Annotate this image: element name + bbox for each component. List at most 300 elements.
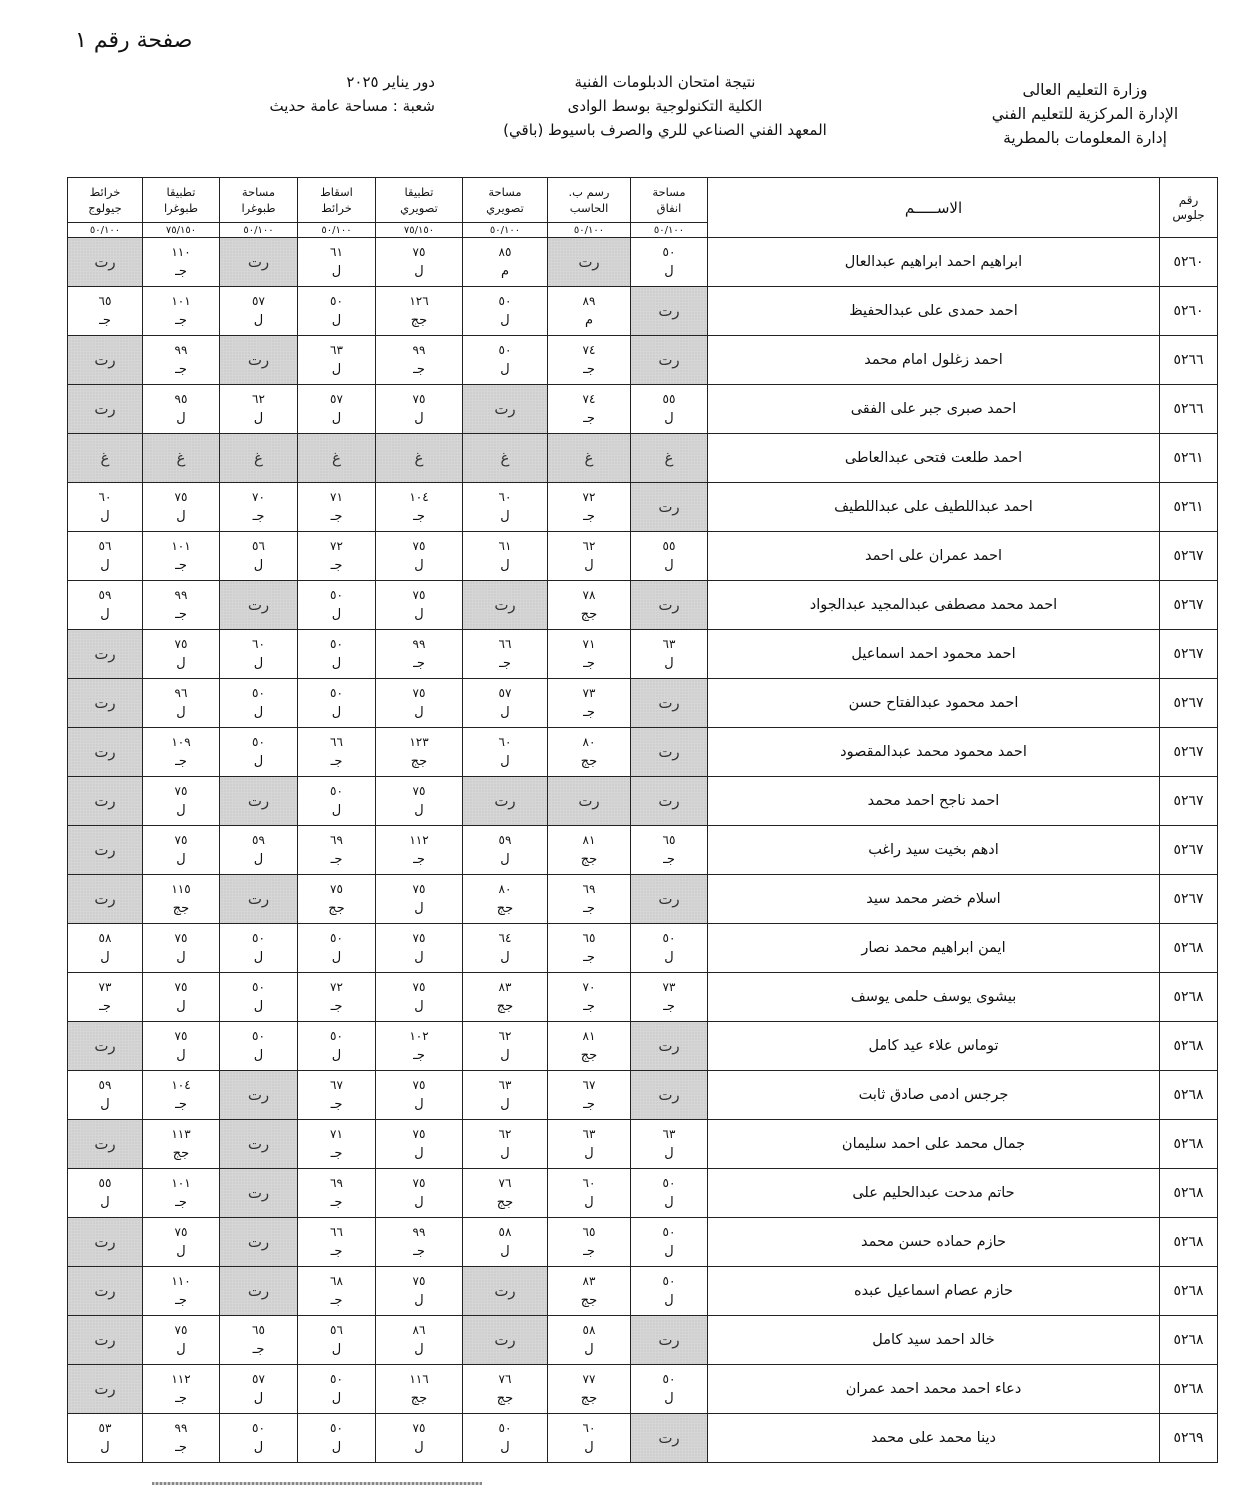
seat-number: ٥٢٦٧ [1160,777,1218,826]
grade-cell [548,1120,631,1169]
grade-cell [143,973,220,1022]
student-row [68,1022,1218,1071]
seat-number: ٥٢٦٨ [1160,1218,1218,1267]
student-name: ابراهيم احمد ابراهيم عبدالعال [708,238,1160,287]
subject-max-score: ٥٠/١٠٠ [463,223,548,238]
grade-cell [376,385,463,434]
grade-score: ١٠٤ [409,490,429,504]
grade-cell [631,630,708,679]
grade-cell [463,1071,548,1120]
subject-header [143,178,220,223]
grade-letter: ل [253,999,264,1014]
subject-name-line: اسقاط [320,185,353,199]
grade-letter: جـ [175,754,187,769]
grade-letter: جـ [99,313,111,328]
grade-letter: ل [331,1391,342,1406]
exam-title: نتيجة امتحان الدبلومات الفنية [574,73,756,91]
grade-score: ٦٥ [252,1323,265,1337]
grade-cell [376,1022,463,1071]
student-name: توماس علاء عيد كامل [708,1022,1160,1071]
exam-session-info [215,70,435,118]
grade-letter: ل [176,803,186,818]
grade-score: ٩٩ [412,1225,426,1239]
grade-cell [143,385,220,434]
grade-letter: جج [580,852,598,867]
subject-header [376,178,463,223]
grade-status-cell: رت [548,777,631,826]
grade-letter: جج [328,901,345,916]
grade-cell [376,875,463,924]
grade-score: ٦٠ [582,1176,596,1190]
grade-score: ٧٦ [498,1176,512,1190]
grade-score: ٥٠ [330,1029,343,1043]
grade-letter: ل [176,509,186,524]
grade-score: ٥٠ [662,1274,676,1288]
grade-letter: جـ [330,558,343,573]
grade-status-cell: رت [68,336,143,385]
grade-letter: ل [500,1440,510,1455]
grade-cell [463,875,548,924]
grade-letter: ل [414,411,424,426]
student-row [68,1365,1218,1414]
grade-letter: ل [414,558,424,573]
grade-letter: ل [414,607,424,622]
grade-score: ٧٣ [582,686,596,700]
grade-cell [463,728,548,777]
grade-cell [143,728,220,777]
grade-score: ١٠٢ [409,1029,429,1043]
grade-cell [68,924,143,973]
grade-score: ٧١ [330,490,343,504]
grade-letter: ل [584,1440,594,1455]
grade-letter: ل [331,705,342,720]
grade-cell [376,1071,463,1120]
grade-cell [548,1071,631,1120]
seat-number: ٥٢٦٦ [1160,336,1218,385]
grade-letter: جـ [413,1244,425,1259]
grade-score: ٧٥ [174,637,188,651]
grade-cell [298,875,376,924]
grade-score: ٦٩ [330,833,343,847]
student-row [68,238,1218,287]
grade-cell [298,728,376,777]
student-name: احمد عبداللطيف على عبداللطيف [708,483,1160,532]
grade-status-cell: رت [631,336,708,385]
grade-cell [143,581,220,630]
subject-max-score: ٥٠/١٠٠ [68,223,143,238]
grade-score: ١٠١ [171,539,191,553]
grade-status-cell: غ [548,434,631,483]
grade-letter: جـ [330,509,343,524]
grade-letter: جـ [413,509,425,524]
grade-letter: جـ [175,1440,187,1455]
grade-letter: ل [584,1195,594,1210]
grade-cell [463,238,548,287]
grade-score: ٧١ [330,1127,343,1141]
student-row [68,777,1218,826]
grade-cell [143,679,220,728]
grade-cell [548,1022,631,1071]
grade-cell [548,875,631,924]
grade-cell [298,630,376,679]
grade-score: ٦٩ [582,882,596,896]
grade-score: ٨٣ [582,1274,596,1288]
grade-letter: ل [664,1195,674,1210]
grade-score: ٧٥ [412,980,426,994]
grade-cell [68,581,143,630]
grade-status-cell: رت [463,581,548,630]
grade-score: ٦٩ [330,1176,343,1190]
student-name: احمد محمود عبدالفتاح حسن [708,679,1160,728]
grade-cell [143,1365,220,1414]
grade-letter: جج [580,1391,598,1406]
grade-score: ٥٠ [330,1372,343,1386]
student-row [68,1267,1218,1316]
grade-letter: ل [500,313,510,328]
college-name: الكلية التكنولوجية بوسط الوادى [567,97,763,115]
grade-letter: ل [331,656,342,671]
student-name: جمال محمد على احمد سليمان [708,1120,1160,1169]
grade-cell [220,1316,298,1365]
results-table [67,177,1218,1463]
grade-letter: ل [331,1440,342,1455]
grade-score: ٦٤ [498,931,512,945]
grade-letter: جـ [175,313,187,328]
grade-score: ٧٥ [412,931,426,945]
grade-cell [376,777,463,826]
grade-cell [68,1169,143,1218]
grade-letter: ل [100,1440,110,1455]
grade-score: ٦٠ [252,637,265,651]
student-name: دينا محمد على محمد [708,1414,1160,1463]
grade-cell [376,532,463,581]
grade-score: ١١٢ [409,833,429,847]
grade-cell [298,483,376,532]
grade-status-cell: رت [631,679,708,728]
grade-letter: ل [176,411,186,426]
grade-letter: ل [414,1440,424,1455]
grade-letter: ل [176,705,186,720]
grade-status-cell: رت [463,777,548,826]
grade-letter: ل [176,1048,186,1063]
grade-letter: ل [500,950,510,965]
grade-cell [298,581,376,630]
grade-letter: جـ [330,1244,343,1259]
grade-cell [298,826,376,875]
student-name: احمد محمود احمد اسماعيل [708,630,1160,679]
grade-cell [631,1218,708,1267]
institute-name: المعهد الفني الصناعي للري والصرف باسيوط (باقي) [503,121,827,139]
grade-letter: ل [500,1097,510,1112]
grade-cell [220,532,298,581]
grade-cell [548,826,631,875]
grade-score: ٥٩ [98,588,112,602]
grade-score: ١٢٦ [409,294,429,308]
grade-letter: جـ [583,901,595,916]
grade-status-cell: رت [631,483,708,532]
grade-letter: ل [253,313,264,328]
grade-status-cell: رت [463,1267,548,1316]
grade-score: ١٠٩ [171,735,191,749]
grade-letter: ل [664,1391,674,1406]
grade-status-cell: رت [68,1022,143,1071]
grade-cell [298,1071,376,1120]
grade-letter: جج [580,1293,598,1308]
grade-cell [463,532,548,581]
grade-cell [220,483,298,532]
seat-header-line: رقم [1178,192,1199,207]
grade-letter: ل [500,705,510,720]
grade-score: ٥٠ [252,1421,265,1435]
grade-score: ٧٥ [412,1274,426,1288]
grade-score: ٦٣ [330,343,343,357]
grade-cell [143,483,220,532]
grade-score: ٥٠ [662,1225,676,1239]
grade-cell [376,630,463,679]
seat-number: ٥٢٦٨ [1160,1022,1218,1071]
grade-letter: ل [253,754,264,769]
grade-letter: جـ [413,1048,425,1063]
student-name: احمد زغلول امام محمد [708,336,1160,385]
grade-score: ٧٦ [498,1372,512,1386]
grade-cell [376,1218,463,1267]
grade-letter: جج [410,754,428,769]
grade-score: ٩٩ [412,637,426,651]
grade-score: ٧٥ [330,882,343,896]
student-row [68,1316,1218,1365]
seat-number: ٥٢٦٨ [1160,1120,1218,1169]
grade-score: ٥٧ [330,392,343,406]
subject-header [463,178,548,223]
grade-score: ٥٠ [330,294,343,308]
grade-status-cell: رت [631,1414,708,1463]
grade-score: ٧٥ [174,931,188,945]
grade-cell [463,1022,548,1071]
grade-cell [376,924,463,973]
grade-cell [68,287,143,336]
grade-score: ١١٦ [409,1372,429,1386]
grade-letter: جـ [175,362,187,377]
grade-cell [220,1022,298,1071]
grade-score: ١١٥ [171,882,191,896]
seat-number: ٥٢٦٧ [1160,728,1218,777]
grade-score: ٧٢ [330,539,343,553]
grade-status-cell: رت [68,826,143,875]
grade-letter: ل [414,264,424,279]
grade-cell [376,1365,463,1414]
grade-score: ٦٥ [662,833,676,847]
grade-score: ٥٥ [662,539,676,553]
grade-score: ٥٨ [98,931,112,945]
grade-status-cell: رت [631,728,708,777]
seat-number: ٥٢٦٨ [1160,1169,1218,1218]
grade-score: ٥٦ [252,539,265,553]
grade-letter: جـ [175,1391,187,1406]
grade-cell [463,630,548,679]
grade-letter: ل [414,705,424,720]
grade-letter: ل [414,803,424,818]
grade-letter: جج [172,1146,190,1161]
grade-cell [548,1365,631,1414]
grade-letter: م [584,313,594,328]
grade-score: ٧١ [582,637,596,651]
grade-letter: جـ [175,1097,187,1112]
grade-status-cell: رت [463,1316,548,1365]
student-row [68,728,1218,777]
grade-score: ٥٠ [252,980,265,994]
grade-score: ٧٣ [98,980,112,994]
grade-letter: جـ [583,705,595,720]
subject-name-line: تصويري [486,201,524,215]
subject-name-line: طبوغرا [241,201,276,215]
grade-status-cell: رت [220,1120,298,1169]
grade-cell [220,385,298,434]
grade-cell [376,1267,463,1316]
grade-letter: ل [414,1342,424,1357]
grade-letter: ل [331,411,342,426]
grade-score: ٧٥ [412,392,426,406]
grade-letter: ل [414,901,424,916]
grade-letter: ل [253,411,264,426]
grade-score: ٩٩ [412,343,426,357]
student-name: احمد ناجح احمد محمد [708,777,1160,826]
grade-cell [463,973,548,1022]
grade-letter: ل [414,950,424,965]
grade-cell [548,728,631,777]
grade-cell [376,973,463,1022]
grade-score: ٦٥ [582,1225,596,1239]
student-name: احمد محمد مصطفى عبدالمجيد عبدالجواد [708,581,1160,630]
grade-score: ١١٠ [171,245,191,259]
grade-score: ٥٧ [252,1372,265,1386]
subject-max-score: ٥٠/١٠٠ [631,223,708,238]
grade-score: ٦٥ [582,931,596,945]
grade-letter: جـ [413,656,425,671]
student-row [68,924,1218,973]
grade-letter: جـ [330,1146,343,1161]
grade-cell [463,1169,548,1218]
grade-cell [298,1414,376,1463]
grade-letter: ل [331,803,342,818]
student-row [68,434,1218,483]
grade-letter: ل [500,1048,510,1063]
grade-cell [548,1169,631,1218]
grade-status-cell: رت [631,1316,708,1365]
subject-header [631,178,708,223]
grade-cell [298,924,376,973]
seat-number: ٥٢٦٠ [1160,238,1218,287]
grade-score: ٥٠ [662,1176,676,1190]
grade-score: ١١٢ [171,1372,191,1386]
grade-cell [548,679,631,728]
student-row [68,385,1218,434]
seat-number: ٥٢٦١ [1160,434,1218,483]
grade-score: ٥٠ [498,1421,512,1435]
student-name: دعاء احمد محمد احمد عمران [708,1365,1160,1414]
grade-cell [298,973,376,1022]
grade-status-cell: رت [68,238,143,287]
grade-cell [298,287,376,336]
grade-cell [631,826,708,875]
grade-cell [220,287,298,336]
grade-letter: ل [253,852,264,867]
grade-cell [298,777,376,826]
grade-status-cell: غ [376,434,463,483]
grade-cell [143,1022,220,1071]
grade-cell [143,630,220,679]
grade-letter: ل [584,1146,594,1161]
grade-cell [143,1218,220,1267]
grade-status-cell: غ [298,434,376,483]
grade-cell [68,483,143,532]
grade-letter: ل [253,1440,264,1455]
grade-status-cell: رت [68,875,143,924]
grade-score: ٨٩ [582,294,596,308]
grade-score: ٦١ [498,539,512,553]
grade-status-cell: رت [220,1218,298,1267]
grade-letter: ل [331,1048,342,1063]
grade-cell [376,1169,463,1218]
seat-number: ٥٢٦٩ [1160,1414,1218,1463]
grade-status-cell: رت [68,1316,143,1365]
grade-score: ٨٣ [498,980,512,994]
grade-cell [298,1120,376,1169]
grade-letter: ل [414,1195,424,1210]
grade-cell [68,973,143,1022]
grade-score: ٧٥ [412,588,426,602]
grade-letter: ل [500,852,510,867]
seat-number: ٥٢٦٨ [1160,973,1218,1022]
grade-letter: ل [331,607,342,622]
student-name: ادهم بخيت سيد راغب [708,826,1160,875]
grade-status-cell: رت [68,630,143,679]
grade-cell [298,336,376,385]
grade-score: ٦٢ [582,539,596,553]
student-name: احمد عمران على احمد [708,532,1160,581]
grade-score: ٧٥ [174,490,188,504]
grade-score: ٦١ [330,245,343,259]
grade-cell [220,924,298,973]
grade-cell [298,1365,376,1414]
grade-letter: جـ [583,999,595,1014]
grade-letter: ل [664,411,674,426]
grade-letter: ل [176,950,186,965]
grade-cell [376,728,463,777]
student-row [68,973,1218,1022]
grade-letter: ل [664,656,674,671]
grade-cell [143,1267,220,1316]
grade-score: ٨١ [582,833,596,847]
grade-letter: ل [331,362,342,377]
grade-letter: ل [414,1293,424,1308]
subject-name-line: الحاسب [569,201,609,215]
seat-number: ٥٢٦٨ [1160,924,1218,973]
grade-score: ٧٨ [582,588,596,602]
student-name: احمد طلعت فتحى عبدالعاطى [708,434,1160,483]
grade-score: ٦٥ [98,294,112,308]
grade-score: ١٠٤ [171,1078,191,1092]
exam-title-block [485,70,845,142]
grade-letter: ل [500,754,510,769]
grade-letter: جـ [663,852,675,867]
seat-number: ٥٢٦٨ [1160,1267,1218,1316]
grade-status-cell: غ [220,434,298,483]
grade-score: ١٠١ [171,1176,191,1190]
grade-cell [376,238,463,287]
grade-score: ٧٥ [412,1078,426,1092]
grade-letter: جـ [175,264,187,279]
seat-number: ٥٢٦٧ [1160,532,1218,581]
